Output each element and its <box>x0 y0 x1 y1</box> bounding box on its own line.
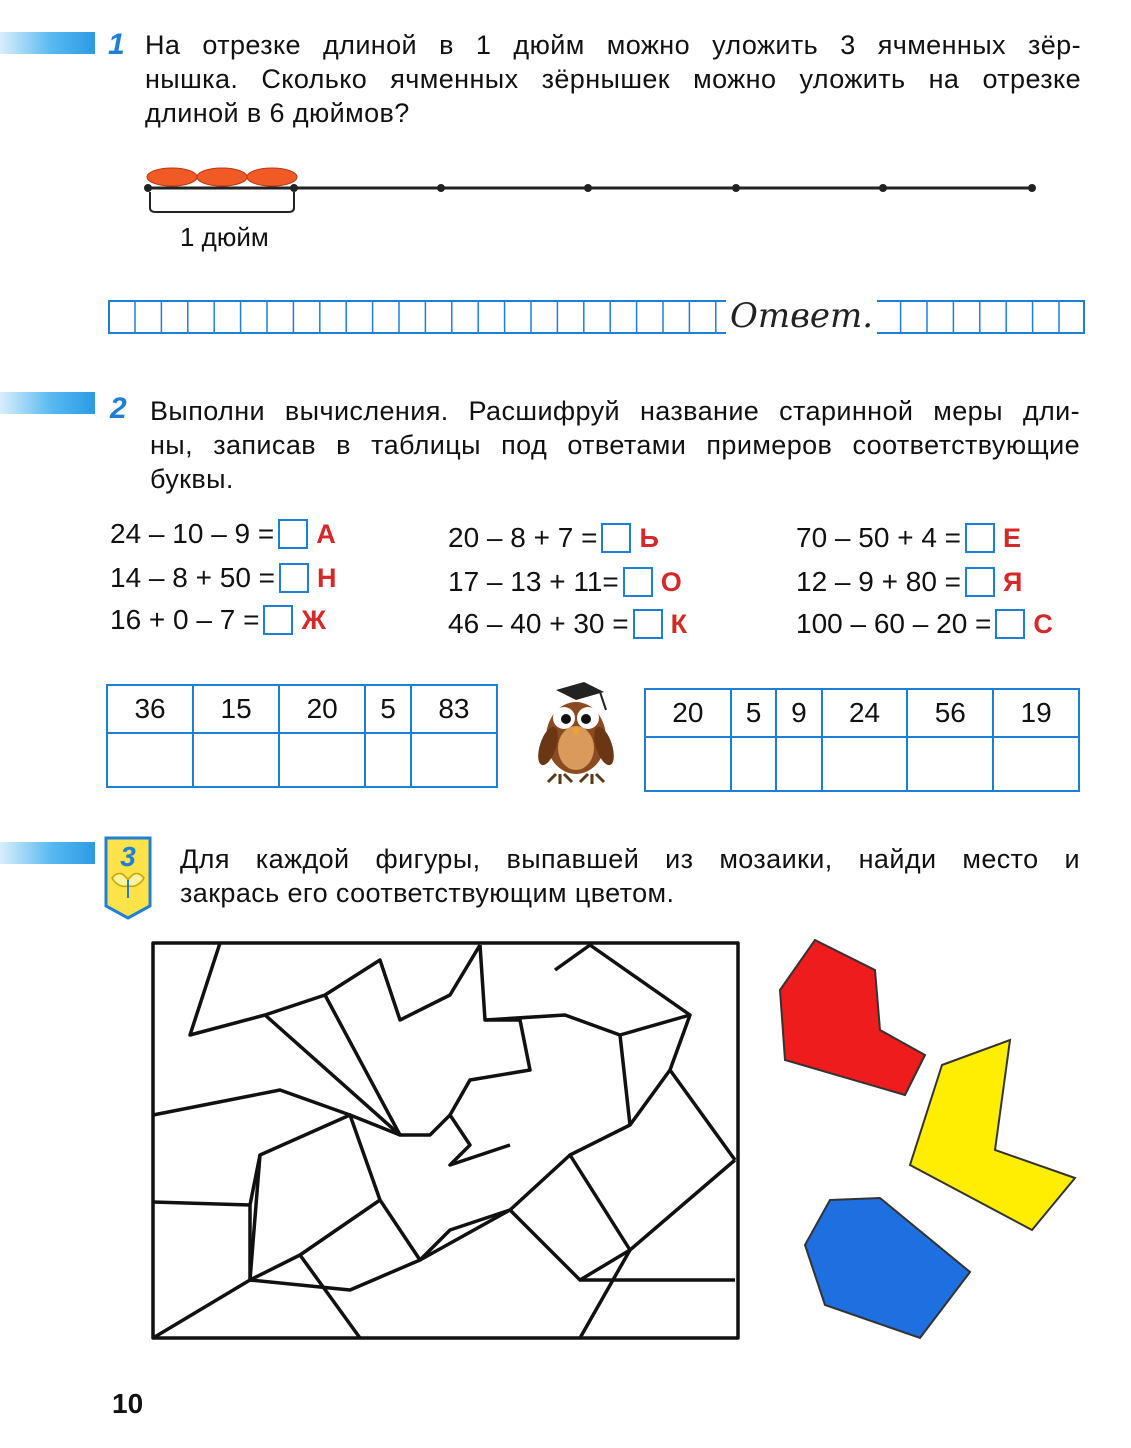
task1-line-1: На отрезке длиной в 1 дюйм можно уложить 3 ячменных зёр- <box>145 30 1081 60</box>
table1-number: 20 <box>279 685 365 733</box>
table1-number: 36 <box>107 685 193 733</box>
table1-letter-cell[interactable] <box>107 733 193 787</box>
table2-letter-cell[interactable] <box>993 737 1079 791</box>
table2-letter-cell[interactable] <box>907 737 993 791</box>
table1-letter-cell[interactable] <box>279 733 365 787</box>
page-number: 10 <box>112 1388 144 1419</box>
example-5: 17 – 13 + 11= О <box>448 566 682 597</box>
answer-box[interactable] <box>995 609 1025 639</box>
example-6: 12 – 9 + 80 = Я <box>796 566 1023 597</box>
task3-text <box>180 842 1080 910</box>
task3-line-2: закрась его соответствующим цветом. <box>180 878 675 908</box>
mosaic-board[interactable] <box>150 940 742 1342</box>
example-3: 70 – 50 + 4 = Е <box>796 522 1022 553</box>
example-7: 16 + 0 – 7 = Ж <box>110 604 326 635</box>
barley-grains <box>147 168 297 186</box>
task2-number: 2 <box>110 392 127 425</box>
task3-number-badge <box>104 836 154 920</box>
table2-number: 20 <box>645 689 731 737</box>
example-2: 20 – 8 + 7 = Ь <box>448 522 659 553</box>
table1-letter-cell[interactable] <box>411 733 497 787</box>
answer-grid[interactable] <box>108 300 1086 336</box>
table2-number: 9 <box>776 689 821 737</box>
task2-text <box>150 394 1080 496</box>
table2-letter-cell[interactable] <box>776 737 821 791</box>
table1-letter-cell[interactable] <box>365 733 411 787</box>
loose-mosaic-pieces <box>770 930 1090 1350</box>
table1-number: 83 <box>411 685 497 733</box>
answer-box[interactable] <box>965 523 995 553</box>
example-9: 100 – 60 – 20 = С <box>796 608 1053 639</box>
task2-marker-bar <box>0 392 95 414</box>
table1-number: 5 <box>365 685 411 733</box>
table1-number: 15 <box>193 685 279 733</box>
task3-line-1: Для каждой фигуры, выпавшей из мозаики, найди место и <box>180 844 1080 874</box>
task3-marker-bar <box>0 842 95 864</box>
table2-number: 5 <box>731 689 776 737</box>
answer-table-2 <box>644 688 1080 792</box>
task1-text <box>145 28 1081 130</box>
task1-line-2: нышка. Сколько ячменных зёрнышек можно уложить на отрезке <box>145 64 1081 94</box>
table2-letter-cell[interactable] <box>822 737 908 791</box>
answer-box[interactable] <box>633 609 663 639</box>
task2-line-1: Выполни вычисления. Расшифруй название старинной меры дли- <box>150 396 1080 426</box>
answer-box[interactable] <box>965 567 995 597</box>
red-piece <box>780 940 925 1095</box>
answer-table-1 <box>106 684 498 788</box>
yellow-piece <box>910 1040 1075 1230</box>
owl-illustration <box>526 676 622 788</box>
inch-ruler <box>130 150 1050 230</box>
table2-number: 56 <box>907 689 993 737</box>
table1-letter-cell[interactable] <box>193 733 279 787</box>
example-1: 24 – 10 – 9 = А <box>110 518 336 549</box>
answer-box[interactable] <box>623 567 653 597</box>
answer-box[interactable] <box>279 563 309 593</box>
task2-line-2: ны, записав в таблицы под ответами примеров соответствующие <box>150 430 1080 460</box>
task1-marker-bar <box>0 32 95 54</box>
table2-number: 19 <box>993 689 1079 737</box>
answer-box[interactable] <box>278 519 308 549</box>
table2-letter-cell[interactable] <box>645 737 731 791</box>
task2-line-3: буквы. <box>150 464 234 494</box>
table2-number: 24 <box>822 689 908 737</box>
blue-piece <box>805 1198 970 1338</box>
answer-box[interactable] <box>263 605 293 635</box>
task3-number: 3 <box>120 841 136 872</box>
task1-line-3: длиной в 6 дюймов? <box>145 98 410 128</box>
table2-letter-cell[interactable] <box>731 737 776 791</box>
answer-box[interactable] <box>601 523 631 553</box>
example-4: 14 – 8 + 50 = Н <box>110 562 337 593</box>
inch-label: 1 дюйм <box>180 222 269 252</box>
answer-label: Ответ. <box>726 296 877 336</box>
example-8: 46 – 40 + 30 = К <box>448 608 688 639</box>
task1-number: 1 <box>108 28 125 61</box>
